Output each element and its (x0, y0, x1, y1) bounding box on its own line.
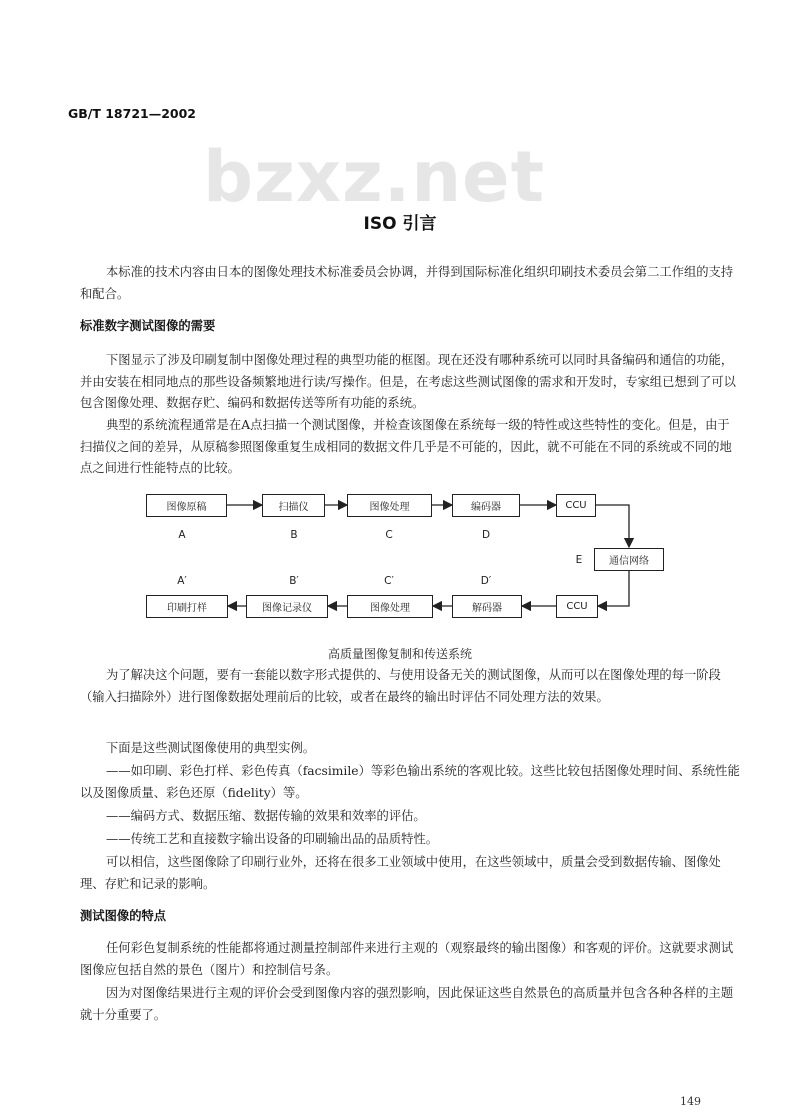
diagram-box-scanner: 扫描仪 (262, 494, 325, 517)
diagram-label-c-prime: C′ (384, 575, 394, 587)
section-heading-need: 标准数字测试图像的需要 (80, 319, 216, 333)
list-item-print-quality: ——传统工艺和直接数字输出设备的印刷输出品的品质特性。 (106, 832, 439, 846)
diagram-box-image-recorder: 图像记录仪 (246, 595, 328, 618)
paragraph-system-flow: 典型的系统流程通常是在A点扫描一个测试图像，并检查该图像在系统每一级的特性或这些特性的变化。但是，由于扫描仪之间的差异，从原稿参照图像重复生成相同的数据文件几乎是不可能的，因此，就不可能在不同的系统或不同的地点之间进行性能特点的比较。 (80, 418, 732, 475)
diagram-box-decoder: 解码器 (452, 595, 522, 618)
watermark: bzxz.net (203, 136, 546, 218)
list-item-output-comparison: ——如印刷、彩色打样、彩色传真（facsimile）等彩色输出系统的客观比较。这些比较包括图像处理时间、系统性能以及图像质量、彩色还原（fidelity）等。 (80, 764, 740, 800)
paragraph-examples-intro: 下面是这些测试图像使用的典型实例。 (106, 741, 316, 755)
diagram-label-d: D (481, 529, 491, 541)
diagram-box-proof-print: 印刷打样 (146, 595, 228, 618)
diagram-label-e: E (575, 554, 583, 566)
paragraph-natural-scenes: 因为对图像结果进行主观的评价会受到图像内容的强烈影响，因此保证这些自然景色的高质量并包含各种各样的主题就十分重要了。 (80, 986, 734, 1022)
diagram-box-ccu-bottom: CCU (556, 595, 598, 618)
diagram-label-a: A (178, 529, 186, 541)
diagram-box-encoder: 编码器 (452, 494, 520, 517)
diagram-box-ccu-top: CCU (556, 494, 596, 517)
diagram-label-b-prime: B′ (289, 575, 299, 587)
diagram-box-network: 通信网络 (594, 548, 664, 571)
standard-number: GB/T 18721—2002 (68, 106, 197, 121)
page-title: ISO 引言 (363, 214, 437, 234)
paragraph-evaluation: 任何彩色复制系统的性能都将通过测量控制部件来进行主观的（观察最终的输出图像）和客观的评价。这就要求测试图像应包括自然的景色（图片）和控制信号条。 (80, 941, 734, 977)
diagram-label-d-prime: D′ (480, 575, 492, 587)
page-number: 149 (680, 1095, 701, 1108)
list-item-coding-evaluation: ——编码方式、数据压缩、数据传输的效果和效率的评估。 (106, 809, 426, 823)
diagram-label-c: C (385, 529, 393, 541)
diagram-label-b: B (290, 529, 298, 541)
diagram-box-original-image: 图像原稿 (146, 494, 227, 517)
diagram-box-image-processing: 图像处理 (347, 494, 432, 517)
intro-paragraph: 本标准的技术内容由日本的图像处理技术标准委员会协调，并得到国际标准化组织印刷技术委员会第二工作组的支持和配合。 (80, 265, 734, 301)
paragraph-solution: 为了解决这个问题，要有一套能以数字形式提供的、与使用设备无关的测试图像，从而可以在图像处理的每一阶段（输入扫描除外）进行图像数据处理前后的比较，或者在最终的输出时评估不同处理方法的效果。 (80, 668, 721, 704)
diagram-label-a-prime: A′ (177, 575, 187, 587)
diagram-caption: 高质量图像复制和传送系统 (327, 647, 472, 661)
paragraph-industry-use: 可以相信，这些图像除了印刷行业外，还将在很多工业领域中使用，在这些领域中，质量会受到数据传输、图像处理、存贮和记录的影响。 (80, 855, 721, 891)
section-heading-features: 测试图像的特点 (80, 909, 167, 923)
diagram-box-image-processing-2: 图像处理 (347, 595, 433, 618)
paragraph-block-diagram: 下图显示了涉及印刷复制中图像处理过程的典型功能的框图。现在还没有哪种系统可以同时具备编码和通信的功能，并由安装在相同地点的那些设备频繁地进行读/写操作。但是，在考虑这些测试图像的需求和开发时，专家组已想到了可以包含图像处理、数据存贮、编码和数据传送等所有功能的系统。 (80, 353, 736, 410)
